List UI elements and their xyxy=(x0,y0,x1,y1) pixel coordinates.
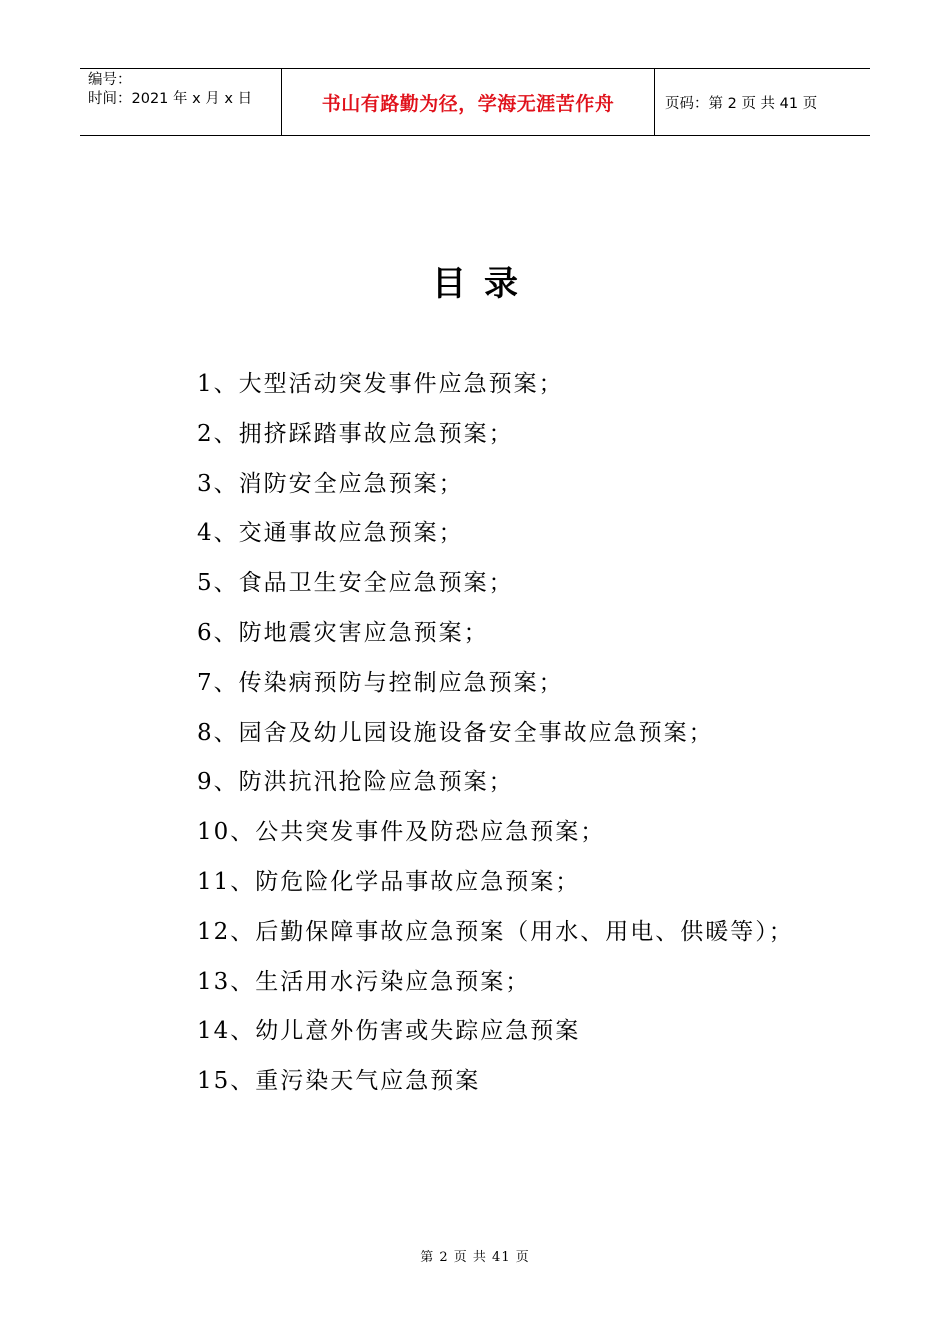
toc-item: 11、防危险化学品事故应急预案； xyxy=(197,868,581,895)
toc-item: 9、防洪抗汛抢险应急预案； xyxy=(197,769,514,796)
toc-item: 15、重污染天气应急预案 xyxy=(197,1068,481,1095)
toc-item: 2、拥挤踩踏事故应急预案； xyxy=(197,420,514,447)
page-title: 目录 xyxy=(432,264,536,304)
toc-item: 7、传染病预防与控制应急预案； xyxy=(197,669,564,696)
page-footer: 第 2 页 共 41 页 xyxy=(420,1250,530,1265)
toc-item: 6、防地震灾害应急预案； xyxy=(197,619,489,646)
toc-item: 10、公共突发事件及防恐应急预案； xyxy=(197,819,606,846)
header-number-label: 编号： xyxy=(88,72,132,88)
toc-item: 14、幼儿意外伤害或失踪应急预案 xyxy=(197,1018,581,1045)
toc-item: 5、食品卫生安全应急预案； xyxy=(197,570,514,597)
header-motto: 书山有路勤为径，学海无涯苦作舟 xyxy=(282,69,655,135)
toc-item: 13、生活用水污染应急预案； xyxy=(197,968,531,995)
page-header xyxy=(80,68,870,136)
header-meta-cell xyxy=(80,69,282,135)
toc-item: 8、园舍及幼儿园设施设备安全事故应急预案； xyxy=(197,719,714,746)
toc-item: 12、后勤保障事故应急预案（用水、用电、供暖等）； xyxy=(197,918,794,945)
header-page-info: 页码：第 2 页 共 41 页 xyxy=(665,95,818,112)
toc-item: 4、交通事故应急预案； xyxy=(197,520,464,547)
toc-item: 3、消防安全应急预案； xyxy=(197,470,464,497)
header-time-label: 时间：2021 年 x 月 x 日 xyxy=(88,91,253,107)
toc-item: 1、大型活动突发事件应急预案； xyxy=(197,371,564,397)
table-of-contents xyxy=(197,366,794,1113)
